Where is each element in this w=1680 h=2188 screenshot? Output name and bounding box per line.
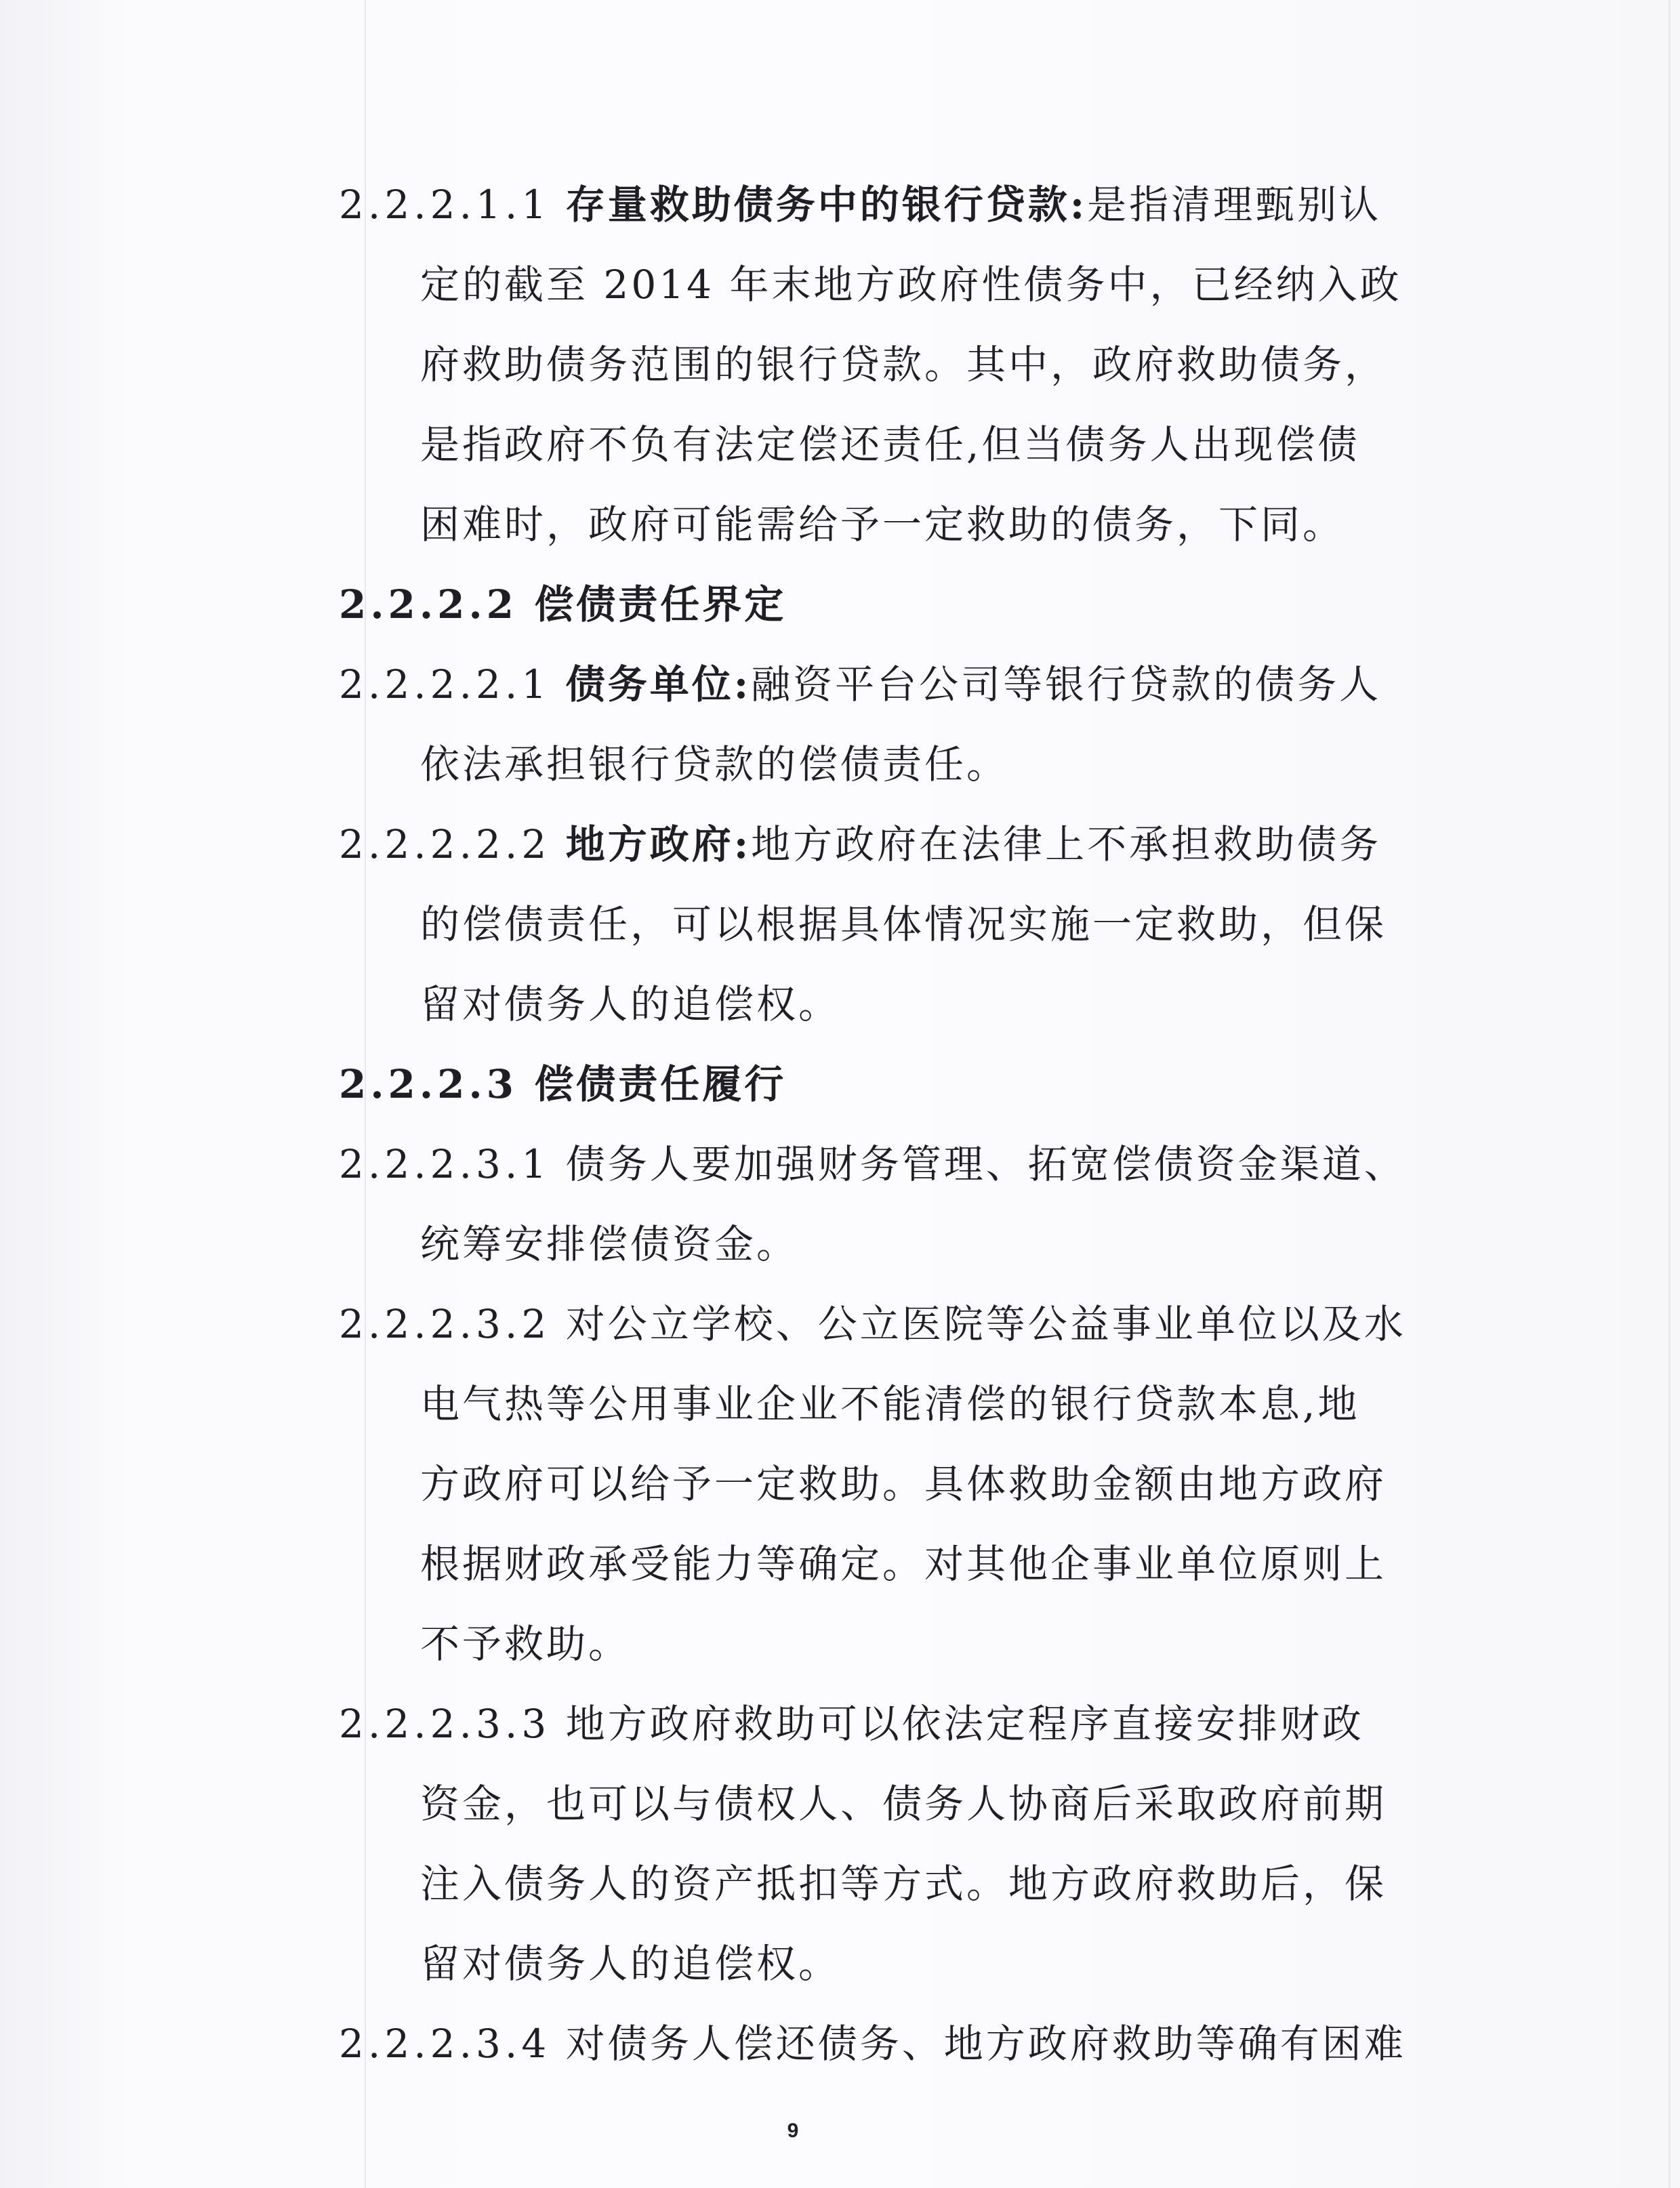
line-4 [420,417,1359,472]
line-21 [420,1777,1387,1831]
section-heading: 偿债责任履行 [534,1061,787,1107]
line-text: 融资平台公司等银行贷款的债务人 [751,661,1382,707]
line-15 [339,1297,1406,1351]
line-6 [339,577,786,632]
section-number: 2.2.2.2 [339,581,518,627]
line-text: 的偿债责任，可以根据具体情况实施一定救助，但保 [420,901,1387,947]
line-12 [339,1057,786,1111]
line-text: 留对债务人的追偿权。 [420,981,841,1027]
line-10 [420,897,1387,951]
line-14 [420,1217,798,1271]
line-text: 统筹安排偿债资金。 [420,1221,799,1267]
line-text: 留对债务人的追偿权。 [420,1941,841,1987]
line-text: 根据财政承受能力等确定。对其他企事业单位原则上 [420,1541,1387,1587]
line-5 [420,497,1345,552]
section-heading: 地方政府: [565,821,752,867]
line-text: 不予救助。 [420,1621,631,1667]
line-text: 依法承担银行贷款的偿债责任。 [420,741,1009,787]
line-23 [420,1937,840,1991]
line-24 [339,2017,1406,2071]
section-heading: 存量救助债务中的银行贷款: [565,182,1088,228]
section-number: 2.2.2.2.2 [339,821,551,867]
line-text: 资金，也可以与债权人、债务人协商后采取政府前期 [420,1781,1387,1827]
line-18 [420,1537,1387,1591]
section-number: 2.2.2.2.1 [339,661,551,707]
section-number: 2.2.2.3.3 [339,1701,551,1747]
line-13 [339,1137,1406,1191]
line-3 [420,337,1387,392]
line-text: 地方政府在法律上不承担救助债务 [751,821,1382,867]
line-20 [339,1697,1364,1751]
line-11 [420,977,840,1031]
section-heading: 债务单位: [565,661,752,707]
section-number: 2.2.2.3.1 [339,1141,551,1187]
line-text: 注入债务人的资产抵扣等方式。地方政府救助后，保 [420,1861,1387,1907]
line-text: 电气热等公用事业企业不能清偿的银行贷款本息,地 [420,1381,1360,1427]
line-9 [339,817,1381,871]
line-text: 对债务人偿还债务、地方政府救助等确有困难 [565,2021,1406,2067]
line-text: 债务人要加强财务管理、拓宽偿债资金渠道、 [565,1141,1406,1187]
section-heading: 偿债责任界定 [534,581,787,627]
line-8 [420,737,1008,791]
line-22 [420,1857,1387,1911]
section-number: 2.2.2.1.1 [339,182,551,228]
line-text: 定的截至 2014 年末地方政府性债务中，已经纳入政 [420,262,1402,308]
line-2 [420,257,1401,312]
line-16 [420,1377,1359,1431]
line-text: 困难时，政府可能需给予一定救助的债务，下同。 [420,501,1345,548]
line-text: 是指清理甄别认 [1087,182,1382,228]
line-text: 方政府可以给予一定救助。具体救助金额由地方政府 [420,1461,1387,1507]
section-number: 2.2.2.3.4 [339,2021,551,2067]
line-text: 地方政府救助可以依法定程序直接安排财政 [565,1701,1364,1747]
line-19 [420,1617,630,1671]
page-number: 9 [787,2120,799,2142]
line-text: 是指政府不负有法定偿还责任,但当债务人出现偿债 [420,421,1360,468]
section-number: 2.2.2.3 [339,1061,518,1107]
section-number: 2.2.2.3.2 [339,1301,551,1347]
line-1 [339,178,1381,232]
line-text: 府救助债务范围的银行贷款。其中，政府救助债务， [420,342,1387,388]
line-7 [339,657,1381,711]
line-text: 对公立学校、公立医院等公益事业单位以及水 [565,1301,1406,1347]
line-17 [420,1457,1387,1511]
page-edge-shadow [1668,0,1671,2188]
